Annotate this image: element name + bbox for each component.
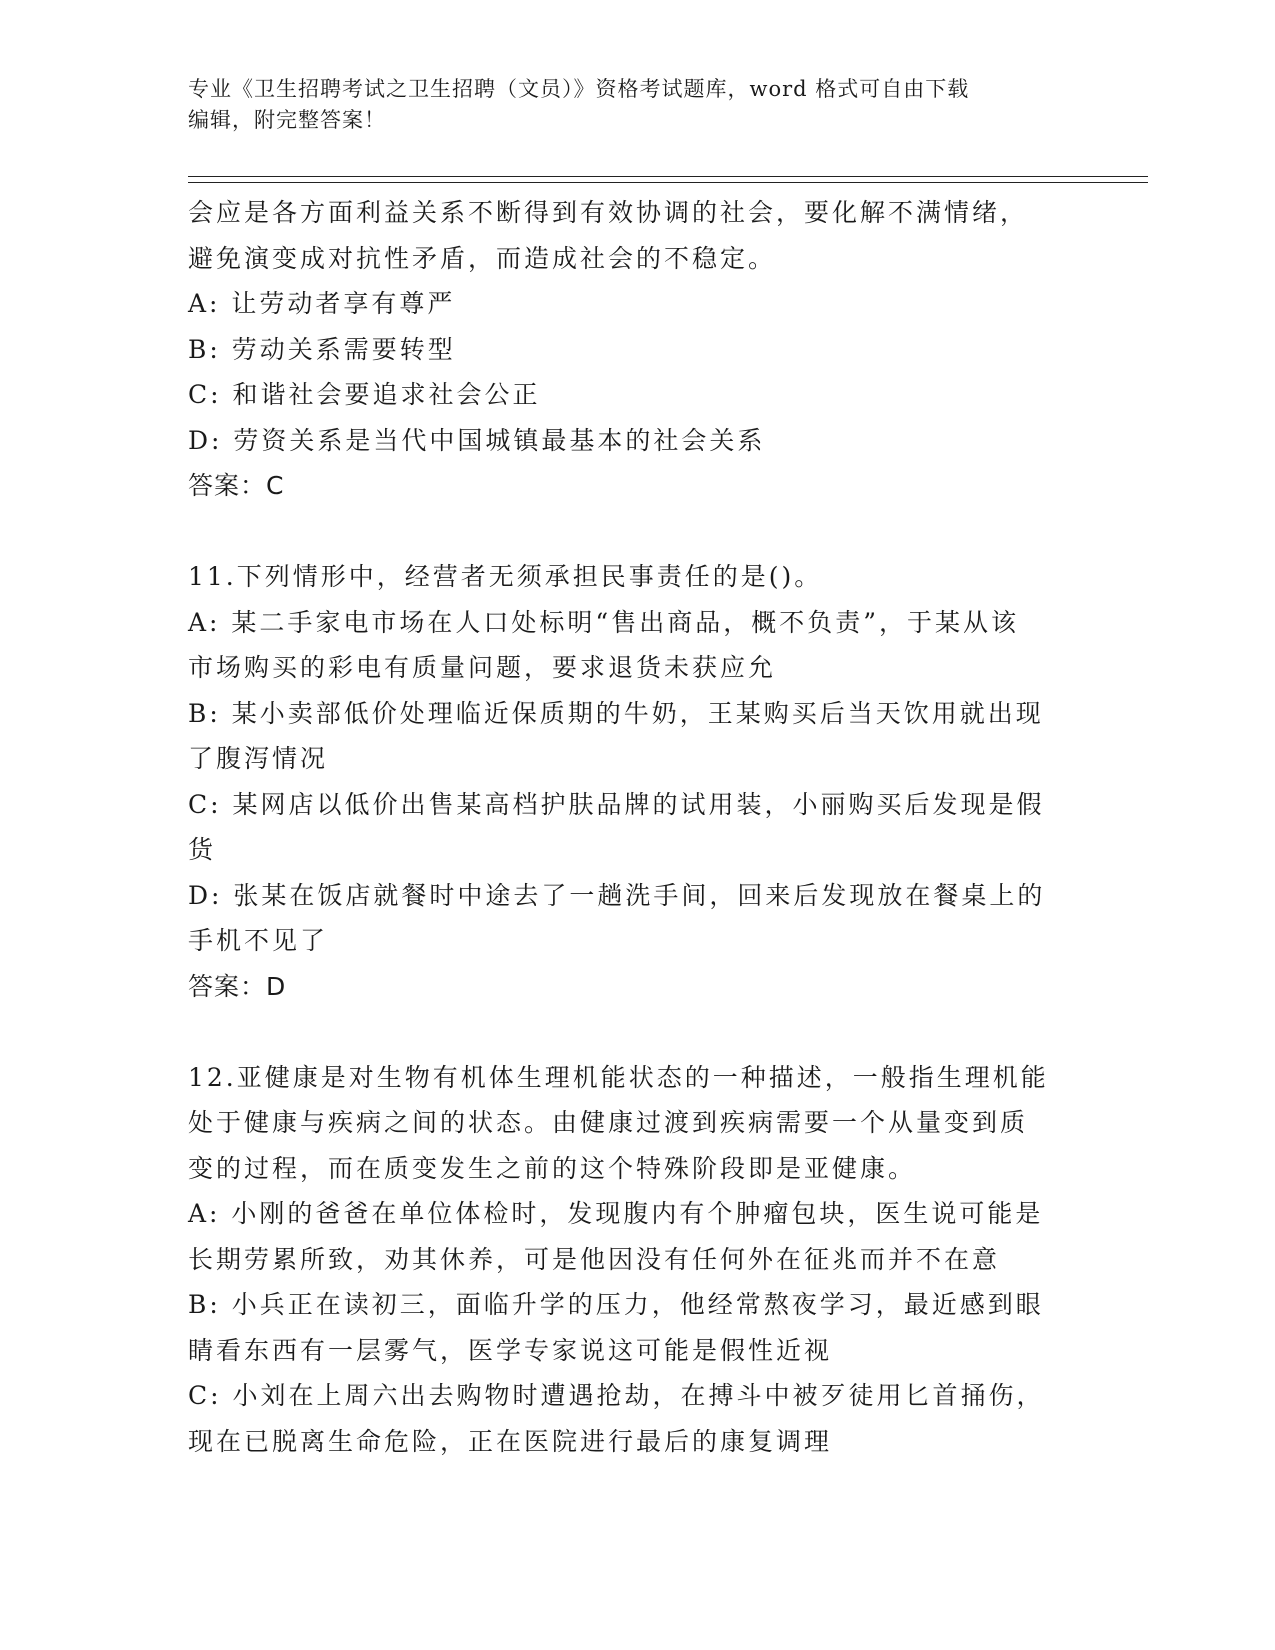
option-d: D: 张某在饭店就餐时中途去了一趟洗手间，回来后发现放在餐桌上的 <box>188 880 1046 910</box>
option-a-continued: 长期劳累所致，劝其休养，可是他因没有任何外在征兆而并不在意 <box>188 1244 1001 1274</box>
answer-line: 答案：C <box>188 471 285 500</box>
question-content <box>188 190 1088 1464</box>
document-header <box>188 74 1068 136</box>
option-c: C: 某网店以低价出售某高档护肤品牌的试用装，小丽购买后发现是假 <box>188 789 1045 819</box>
question-stem-line: 会应是各方面利益关系不断得到有效协调的社会，要化解不满情绪， <box>188 198 1029 227</box>
option-a: A: 让劳动者享有尊严 <box>188 289 456 318</box>
question-stem-line: 避免演变成对抗性矛盾，而造成社会的不稳定。 <box>188 243 777 273</box>
option-b: B: 小兵正在读初三，面临升学的压力，他经常熬夜学习，最近感到眼 <box>188 1290 1044 1319</box>
option-b-continued: 睛看东西有一层雾气，医学专家说这可能是假性近视 <box>188 1335 833 1365</box>
question-10 <box>188 190 1088 509</box>
header-line-2: 编辑，附完整答案！ <box>188 108 386 132</box>
option-d: D: 劳资关系是当代中国城镇最基本的社会关系 <box>188 425 766 455</box>
option-c-continued: 现在已脱离生命危险，正在医院进行最后的康复调理 <box>188 1426 833 1456</box>
option-d-continued: 手机不见了 <box>188 926 329 955</box>
option-c-continued: 货 <box>188 835 217 864</box>
question-stem-line: 12.亚健康是对生物有机体生理机能状态的一种描述，一般指生理机能 <box>188 1062 1049 1092</box>
question-stem: 11.下列情形中，经营者无须承担民事责任的是()。 <box>188 562 823 591</box>
header-line-1: 专业《卫生招聘考试之卫生招聘（文员）》资格考试题库，word 格式可自由下载 <box>188 77 970 101</box>
option-b: B: 某小卖部低价处理临近保质期的牛奶，王某购买后当天饮用就出现 <box>188 698 1044 728</box>
option-a: A: 小刚的爸爸在单位体检时，发现腹内有个肿瘤包块，医生说可能是 <box>188 1199 1044 1228</box>
question-stem-line: 处于健康与疾病之间的状态。由健康过渡到疾病需要一个从量变到质 <box>188 1108 1029 1137</box>
header-divider-top <box>188 176 1148 177</box>
option-c: C: 小刘在上周六出去购物时遭遇抢劫，在搏斗中被歹徒用匕首捅伤， <box>188 1381 1045 1410</box>
option-b: B: 劳动关系需要转型 <box>188 334 456 364</box>
option-c: C: 和谐社会要追求社会公正 <box>188 380 541 409</box>
question-stem-line: 变的过程，而在质变发生之前的这个特殊阶段即是亚健康。 <box>188 1153 917 1183</box>
question-12 <box>188 1055 1088 1465</box>
option-b-continued: 了腹泻情况 <box>188 744 329 773</box>
question-spacer <box>188 1009 1088 1055</box>
option-a: A: 某二手家电市场在人口处标明“售出商品，概不负责”，于某从该 <box>188 607 1019 637</box>
option-a-continued: 市场购买的彩电有质量问题，要求退货未获应允 <box>188 653 777 682</box>
question-11 <box>188 554 1088 1009</box>
question-spacer <box>188 509 1088 555</box>
answer-line: 答案：D <box>188 971 287 1001</box>
header-divider-bottom <box>188 182 1148 183</box>
